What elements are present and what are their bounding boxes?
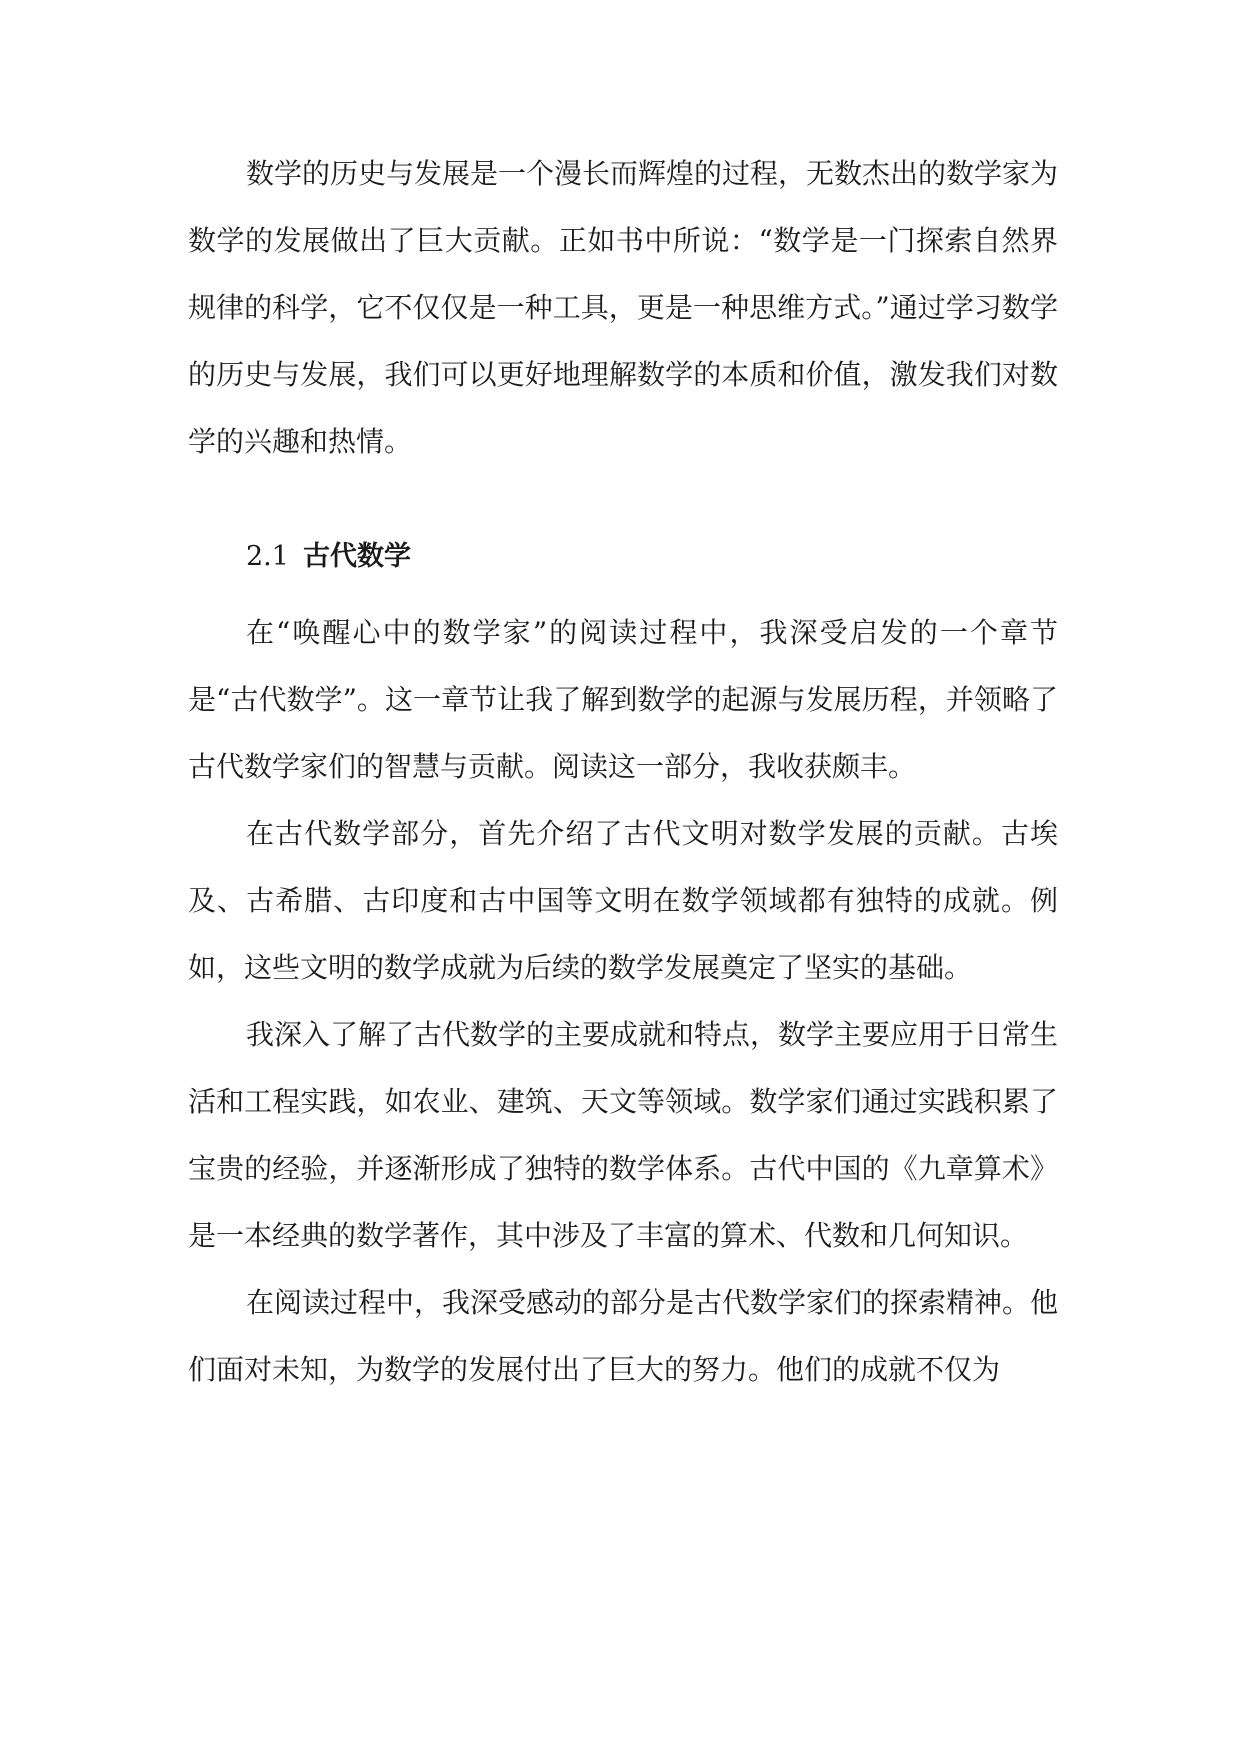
section-paragraph-4: 在阅读过程中，我深受感动的部分是古代数学家们的探索精神。他们面对未知，为数学的发展付出了巨大的努力。他们的成就不仅为 — [188, 1286, 1059, 1386]
section-paragraph-2: 在古代数学部分，首先介绍了古代文明对数学发展的贡献。古埃及、古希腊、古印度和古中国等文明在数学领域都有独特的成就。例如，这些文明的数学成就为后续的数学发展奠定了坚实的基础。 — [188, 817, 1058, 984]
intro-paragraph: 数学的历史与发展是一个漫长而辉煌的过程，无数杰出的数学家为数学的发展做出了巨大贡献。正如书中所说：“数学是一门探索自然界规律的科学，它不仅仅是一种工具，更是一种思维方式。”通过学习数学的历史与发展，我们可以更好地理解数学的本质和价值，激发我们对数学的兴趣和热情。 — [188, 157, 1059, 458]
section-paragraph-3: 我深入了解了古代数学的主要成就和特点，数学主要应用于日常生活和工程实践，如农业、建筑、天文等领域。数学家们通过实践积累了宝贵的经验，并逐渐形成了独特的数学体系。古代中国的《九章算术》是一本经典的数学著作，其中涉及了丰富的算术、代数和几何知识。 — [188, 1018, 1059, 1252]
section-number: 2.1 — [246, 541, 289, 572]
section-title: 古代数学 — [302, 541, 411, 572]
section-paragraph-1: 在“唤醒心中的数学家”的阅读过程中，我深受启发的一个章节是“古代数学”。这一章节让我了解到数学的起源与发展历程，并领略了古代数学家们的智慧与贡献。阅读这一部分，我收获颇丰。 — [188, 616, 1058, 783]
section-heading — [188, 515, 1058, 599]
document-body — [188, 140, 1058, 1403]
